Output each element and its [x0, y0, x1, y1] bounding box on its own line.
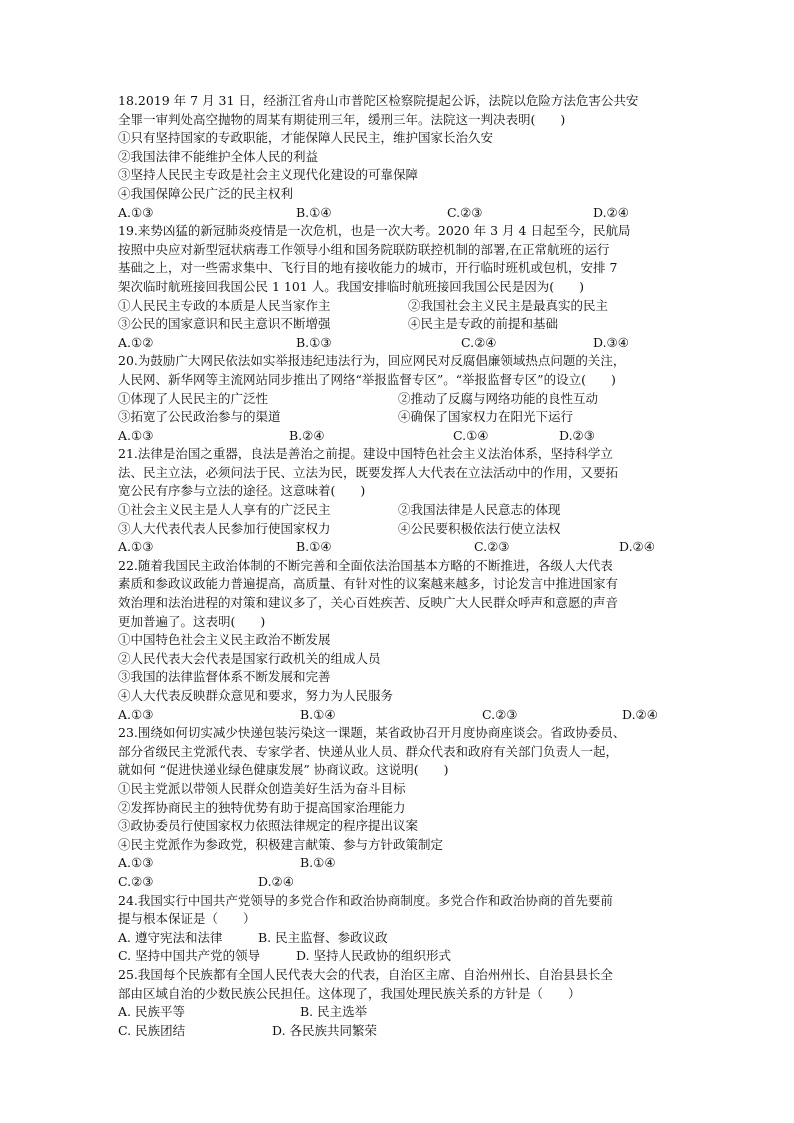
exam-page	[118, 92, 678, 1040]
statement-pair	[118, 315, 678, 334]
statement-item: ②推动了反腐与网络功能的良性互动	[398, 390, 599, 406]
question-stem-line: 21.法律是治国之重器，良法是善治之前提。建设中国特色社会主义法治体系，坚持科学立	[118, 446, 613, 462]
option-b[interactable]: B.①④	[300, 855, 336, 871]
statement-item: ③坚持人民民主专政是社会主义现代化建设的可靠保障	[118, 167, 419, 183]
option-c[interactable]: C. 坚持中国共产党的领导	[118, 948, 261, 964]
option-b[interactable]: B.①③	[296, 334, 332, 350]
statement-item: ④公民要积极依法行使立法权	[398, 520, 561, 536]
question-stem-line: 架次临时航班接回我国公民 1 101 人。我国安排临时航班接回我国公民是因为( )	[118, 278, 584, 294]
option-c[interactable]: C.②③	[118, 873, 154, 889]
question-stem-line: 宽公民有序参与立法的途径。这意味着( )	[118, 483, 366, 499]
question-stem-line: 22.随着我国民主政治体制的不断完善和全面依法治国基本方略的不断推进，各级人大代表	[118, 557, 613, 573]
question-25	[118, 966, 678, 1040]
statement-item: ①社会主义民主是人人享有的广泛民主	[118, 502, 331, 518]
option-d[interactable]: D.②③	[559, 427, 595, 443]
question-stem-line: 人民网、新华网等主流网站同步推出了网络“举报监督专区”。“举报监督专区”的设立( )	[118, 371, 616, 387]
question-stem-line: 23.围绕如何切实减少快递包装污染这一课题，某省政协召开月度协商座谈会。省政协委员、	[118, 725, 626, 741]
statement-item: ①中国特色社会主义民主政治不断发展	[118, 632, 331, 648]
option-d[interactable]: D.②④	[593, 204, 629, 220]
question-stem-line: 素质和参政议政能力普遍提高，高质量、有针对性的议案越来越多，讨论发言中推进国家有	[118, 576, 619, 592]
statement-item: ②发挥协商民主的独特优势有助于提高国家治理能力	[118, 799, 406, 815]
statement-item: ③人大代表代表人民参加行使国家权力	[118, 520, 331, 536]
option-b[interactable]: B.①④	[300, 706, 336, 722]
question-stem-line: 18.2019 年 7 月 31 日，经浙江省舟山市普陀区检察院提起公诉，法院以危险方法危害公共安	[118, 93, 639, 108]
option-b[interactable]: B.①④	[296, 539, 332, 555]
option-a[interactable]: A.①②	[118, 334, 154, 350]
statement-item: ①人民民主专政的本质是人民当家作主	[118, 297, 331, 313]
option-a[interactable]: A.①③	[118, 539, 154, 555]
statement-item: ③我国的法律监督体系不断发展和完善	[118, 669, 331, 685]
statement-item: ②我国社会主义民主是最真实的民主	[408, 297, 609, 313]
option-d[interactable]: D. 各民族共同繁荣	[272, 1022, 378, 1038]
statement-item: ④我国保障公民广泛的民主权利	[118, 185, 294, 201]
option-d[interactable]: D.②④	[258, 873, 294, 889]
statement-pair	[118, 408, 678, 427]
question-stem-line: 效治理和法治进程的对策和建议多了，关心百姓疾苦、反映广大人民群众呼声和意愿的声音	[118, 595, 619, 611]
statement-item: ④确保了国家权力在阳光下运行	[398, 409, 574, 425]
statement-item: ④民主党派作为参政党，积极建言献策、参与方针政策制定	[118, 836, 444, 852]
statement-pair	[118, 297, 678, 316]
option-b[interactable]: B.②④	[289, 427, 325, 443]
question-stem-line: 提与根本保证是（ ）	[118, 911, 256, 927]
statement-item: ②我国法律不能维护全体人民的利益	[118, 148, 319, 164]
question-stem-line: 法、民主立法，必须问法于民、立法为民，既要发挥人大代表在立法活动中的作用，又要拓	[118, 464, 619, 480]
option-a[interactable]: A.①③	[118, 427, 154, 443]
statement-item: ③政协委员行使国家权力依照法律规定的程序提出议案	[118, 818, 419, 834]
question-stem-line: 部分省级民主党派代表、专家学者、快递从业人员、群众代表和政府有关部门负责人一起，	[118, 743, 619, 759]
option-b[interactable]: B.①④	[296, 204, 332, 220]
answer-options	[118, 947, 678, 966]
answer-options	[118, 854, 678, 873]
statement-item: ③公民的国家意识和民主意识不断增强	[118, 316, 331, 332]
option-d[interactable]: D. 坚持人民政协的组织形式	[296, 948, 452, 964]
option-a[interactable]: A. 民族平等	[118, 1004, 185, 1020]
question-24	[118, 892, 678, 966]
question-stem-line: 就如何 “促进快递业绿色健康发展” 协商议政。这说明( )	[118, 762, 449, 778]
statement-item: ②我国法律是人民意志的体现	[398, 502, 561, 518]
option-d[interactable]: D.③④	[593, 334, 629, 350]
answer-options	[118, 427, 678, 446]
answer-options	[118, 1003, 678, 1022]
option-d[interactable]: D.②④	[619, 539, 655, 555]
statement-item: ①只有坚持国家的专政职能，才能保障人民民主，维护国家长治久安	[118, 130, 494, 146]
option-c[interactable]: C.②④	[461, 334, 497, 350]
question-stem-line: 按照中央应对新型冠状病毒工作领导小组和国务院联防联控机制的部署,在正常航班的运行	[118, 241, 610, 257]
answer-options	[118, 706, 678, 725]
question-stem-line: 24.我国实行中国共产党领导的多党合作和政治协商制度。多党合作和政治协商的首先要前	[118, 892, 613, 908]
statement-item: ④人大代表反映群众意见和要求，努力为人民服务	[118, 688, 394, 703]
statement-item: ③拓宽了公民政治参与的渠道	[118, 409, 281, 425]
question-20	[118, 352, 678, 445]
answer-options	[118, 204, 678, 223]
option-b[interactable]: B. 民主选举	[300, 1004, 368, 1020]
answer-options	[118, 929, 678, 948]
question-21	[118, 445, 678, 557]
answer-options	[118, 334, 678, 353]
question-22	[118, 557, 678, 724]
option-a[interactable]: A.①③	[118, 855, 154, 871]
option-b[interactable]: B. 民主监督、参政议政	[258, 929, 388, 945]
question-stem-line: 20.为鼓励广大网民依法如实举报违纪违法行为，回应网民对反腐倡廉领域热点问题的关注，	[118, 353, 626, 369]
option-c[interactable]: C. 民族团结	[118, 1022, 186, 1038]
option-c[interactable]: C.②③	[474, 539, 510, 555]
statement-item: ①民主党派以带领人民群众创造美好生活为奋斗目标	[118, 780, 406, 796]
question-stem-line: 部由区域自治的少数民族公民担任。这体现了，我国处理民族关系的方针是（ ）	[118, 985, 581, 1001]
option-c[interactable]: C.②③	[447, 204, 483, 220]
option-a[interactable]: A.①③	[118, 706, 154, 722]
answer-options	[118, 1022, 678, 1041]
statement-pair	[118, 520, 678, 539]
statement-item: ④民主是专政的前提和基础	[408, 316, 559, 332]
statement-pair	[118, 501, 678, 520]
statement-item: ②人民代表大会代表是国家行政机关的组成人员	[118, 650, 381, 666]
question-23	[118, 724, 678, 891]
question-stem-line: 19.来势凶猛的新冠肺炎疫情是一次危机，也是一次大考。2020 年 3 月 4 日起至今，民航局	[118, 223, 631, 239]
option-c[interactable]: C.①④	[453, 427, 489, 443]
question-18	[118, 92, 678, 222]
question-stem-line: 全罪一审判处高空抛物的周某有期徒刑三年，缓刑三年。法院这一判决表明( )	[118, 111, 566, 127]
answer-options	[118, 873, 678, 892]
option-d[interactable]: D.②④	[622, 706, 658, 722]
question-stem-line: 25.我国每个民族都有全国人民代表大会的代表，自治区主席、自治州州长、自治县县长全	[118, 966, 613, 982]
question-19	[118, 222, 678, 352]
question-stem-line: 基础之上，对一些需求集中、飞行目的地有接收能力的城市，开行临时班机或包机，安排 7	[118, 260, 618, 276]
statement-pair	[118, 390, 678, 409]
option-a[interactable]: A.①③	[118, 204, 154, 220]
statement-item: ①体现了人民民主的广泛性	[118, 390, 269, 406]
option-a[interactable]: A. 遵守宪法和法律	[118, 929, 223, 945]
question-stem-line: 更加普遍了。这表明( )	[118, 613, 266, 629]
answer-options	[118, 538, 678, 557]
option-c[interactable]: C.②③	[482, 706, 518, 722]
